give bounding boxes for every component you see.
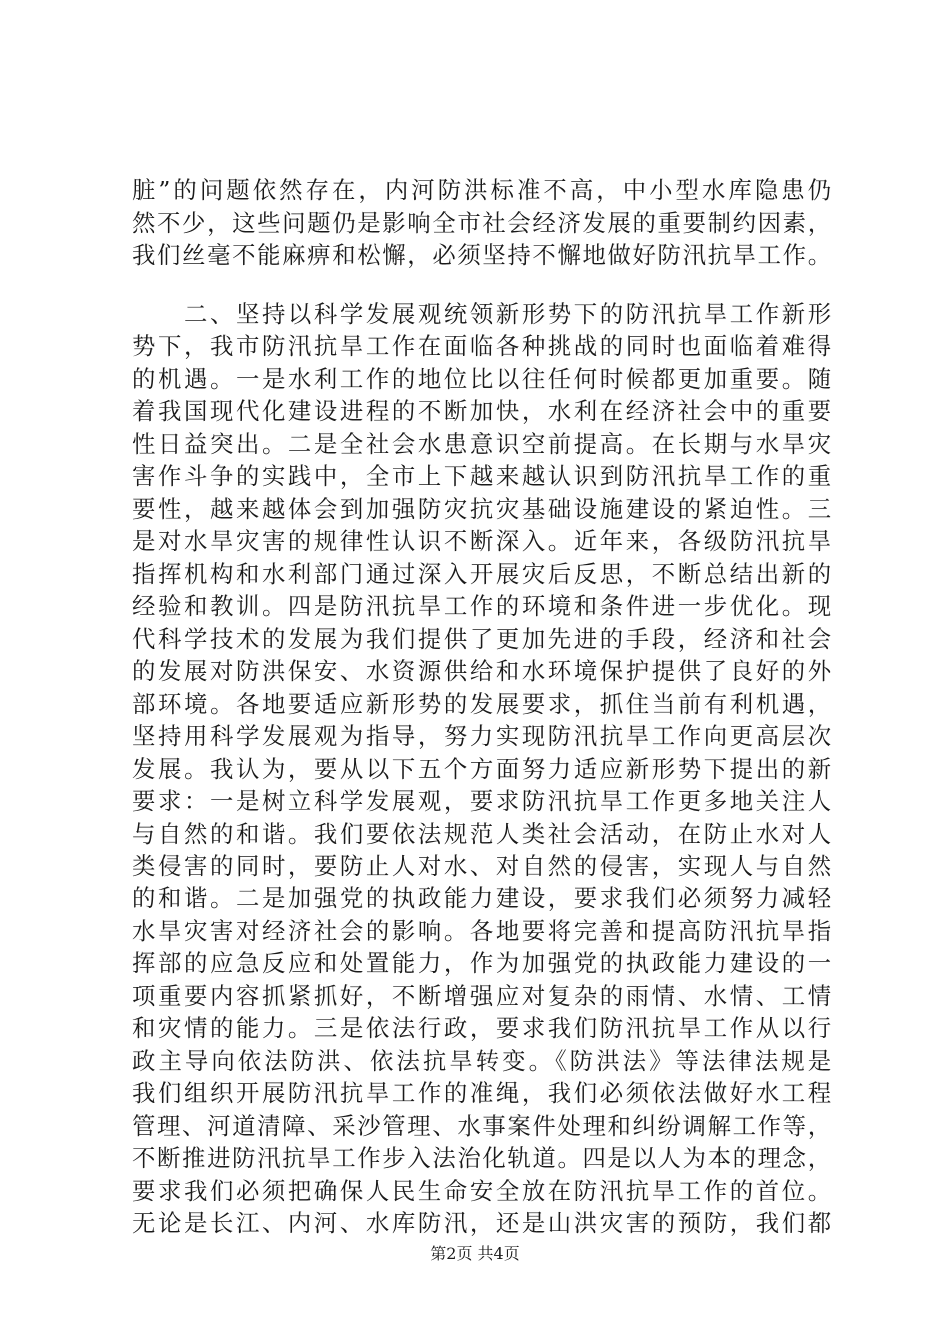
text-line: 要求：一是树立科学发展观，要求防汛抗旱工作更多地关注人 (132, 787, 832, 816)
text-line: 的发展对防洪保安、水资源供给和水环境保护提供了良好的外 (132, 657, 832, 686)
text-line: 与自然的和谐。我们要依法规范人类社会活动，在防止水对人 (132, 819, 832, 848)
text-line: 势下，我市防汛抗旱工作在面临各种挑战的同时也面临着难得 (132, 332, 832, 361)
text-line: 我们丝毫不能麻痹和松懈，必须坚持不懈地做好防汛抗旱工作。 (132, 241, 832, 269)
text-line: 然不少，这些问题仍是影响全市社会经济发展的重要制约因素， (132, 208, 832, 237)
text-line: 是对水旱灾害的规律性认识不断深入。近年来，各级防汛抗旱 (132, 527, 832, 556)
text-line: 要求我们必须把确保人民生命安全放在防汛抗旱工作的首位。 (132, 1176, 832, 1205)
text-line: 性日益突出。二是全社会水患意识空前提高。在长期与水旱灾 (132, 429, 832, 458)
text-line: 二、坚持以科学发展观统领新形势下的防汛抗旱工作新形 (132, 300, 832, 328)
text-line: 水旱灾害对经济社会的影响。各地要将完善和提高防汛抗旱指 (132, 916, 832, 945)
text-line: 政主导向依法防洪、依法抗旱转变。《防洪法》等法律法规是 (132, 1046, 832, 1075)
text-line: 不断推进防汛抗旱工作步入法治化轨道。四是以人为本的理念， (132, 1144, 832, 1173)
text-line: 指挥机构和水利部门通过深入开展灾后反思，不断总结出新的 (132, 559, 832, 588)
text-line: 代科学技术的发展为我们提供了更加先进的手段，经济和社会 (132, 624, 832, 653)
text-line: 部环境。各地要适应新形势的发展要求，抓住当前有利机遇， (132, 689, 832, 718)
text-line: 脏”的问题依然存在，内河防洪标准不高，中小型水库隐患仍 (132, 176, 832, 204)
text-line: 和灾情的能力。三是依法行政，要求我们防汛抗旱工作从以行 (132, 1014, 832, 1043)
text-line: 的机遇。一是水利工作的地位比以往任何时候都更加重要。随 (132, 364, 832, 393)
text-line: 项重要内容抓紧抓好，不断增强应对复杂的雨情、水情、工情 (132, 981, 832, 1010)
text-line: 要性，越来越体会到加强防灾抗灾基础设施建设的紧迫性。三 (132, 494, 832, 523)
text-line: 发展。我认为，要从以下五个方面努力适应新形势下提出的新 (132, 754, 832, 783)
page-footer: 第2页 共4页 (430, 1244, 520, 1263)
text-line: 挥部的应急反应和处置能力，作为加强党的执政能力建设的一 (132, 949, 832, 978)
text-line: 我们组织开展防汛抗旱工作的准绳，我们必须依法做好水工程 (132, 1079, 832, 1108)
text-line: 害作斗争的实践中，全市上下越来越认识到防汛抗旱工作的重 (132, 462, 832, 491)
text-line: 经验和教训。四是防汛抗旱工作的环境和条件进一步优化。现 (132, 592, 832, 621)
text-line: 的和谐。二是加强党的执政能力建设，要求我们必须努力减轻 (132, 884, 832, 913)
text-line: 着我国现代化建设进程的不断加快，水利在经济社会中的重要 (132, 397, 832, 426)
text-line: 坚持用科学发展观为指导，努力实现防汛抗旱工作向更高层次 (132, 722, 832, 751)
text-line: 类侵害的同时，要防止人对水、对自然的侵害，实现人与自然 (132, 851, 832, 880)
text-line: 无论是长江、内河、水库防汛，还是山洪灾害的预防，我们都 (132, 1209, 832, 1238)
text-line: 管理、河道清障、采沙管理、水事案件处理和纠纷调解工作等， (132, 1111, 832, 1140)
